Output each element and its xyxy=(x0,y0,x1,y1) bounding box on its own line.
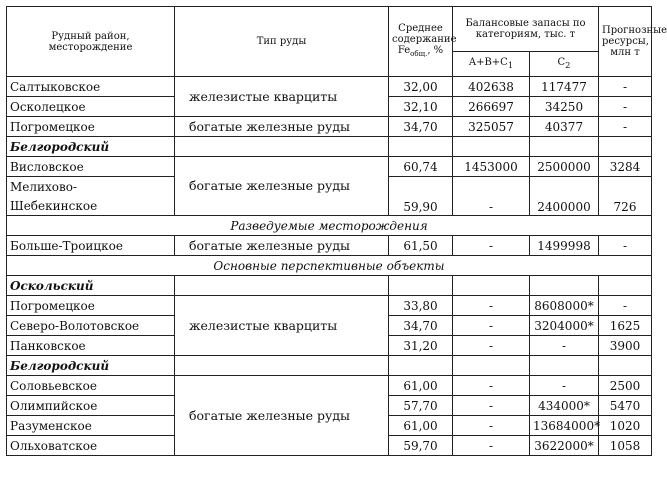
header-balance-reserves: Балансовые запасы по категориям, тыс. т xyxy=(453,7,599,52)
table-row: Соловьевское богатые железные руды 61,00 - - 2500 xyxy=(7,376,652,396)
region-row: Белгородский xyxy=(7,137,652,157)
section-row: Основные перспективные объекты xyxy=(7,256,652,276)
table-row: Погромецкое железистые кварциты 33,80 - 8608000* - xyxy=(7,296,652,316)
ore-type-cell: богатые железные руды xyxy=(175,157,389,216)
table-row: Разуменское 61,00 - 13684000* 1020 xyxy=(7,416,652,436)
region-row: Оскольский xyxy=(7,276,652,296)
header-deposit: Рудный район, месторождение xyxy=(7,7,175,77)
ore-table-container xyxy=(6,6,667,456)
header-ore-type: Тип руды xyxy=(175,7,389,77)
table-row: Северо-Волотовское 34,70 - 3204000* 1625 xyxy=(7,316,652,336)
table-row: Висловское богатые железные руды 60,74 1453000 2500000 3284 xyxy=(7,157,652,177)
table-row: Шебекинское xyxy=(7,196,652,216)
ore-type-cell: богатые железные руды xyxy=(175,376,389,456)
header-abc1: $A+B+C_1$ xyxy=(453,52,530,77)
table-row: Салтыковское железистые кварциты 32,00 402638 117477 - xyxy=(7,77,652,97)
table-row: Панковское 31,20 - - 3900 xyxy=(7,336,652,356)
table-row: Ольховатское 59,70 - 3622000* 1058 xyxy=(7,436,652,456)
header-fe-content: Среднее содержание $Fe_{общ.}$, % xyxy=(389,7,453,77)
ore-deposits-table xyxy=(6,6,667,456)
table-row: Больше-Троицкое богатые железные руды 61,50 - 1499998 - xyxy=(7,236,652,256)
header-forecast-resources: Прогнозные ресурсы, млн т xyxy=(599,7,652,77)
section-row: Разведуемые месторождения xyxy=(7,216,652,236)
region-row: Белгородский xyxy=(7,356,652,376)
table-row: Мелихово- 59,90 - 2400000 726 xyxy=(7,177,652,197)
ore-type-cell: богатые железные руды xyxy=(175,236,389,256)
header-row-1 xyxy=(7,7,652,52)
ore-type-cell: железистые кварциты xyxy=(175,77,389,117)
table-row: Погромецкое богатые железные руды 34,70 325057 40377 - xyxy=(7,117,652,137)
header-c2: $C_2$ xyxy=(530,52,599,77)
ore-type-cell: богатые железные руды xyxy=(175,117,389,137)
ore-type-cell: железистые кварциты xyxy=(175,296,389,356)
table-row: Осколецкое 32,10 266697 34250 - xyxy=(7,97,652,117)
table-row: Олимпийское 57,70 - 434000* 5470 xyxy=(7,396,652,416)
